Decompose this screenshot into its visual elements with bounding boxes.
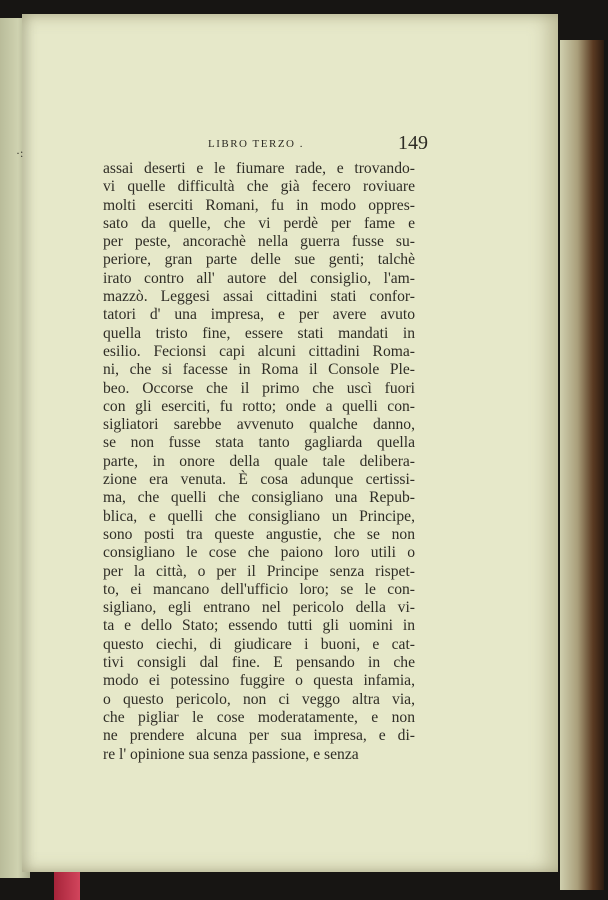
margin-dot-mark: ·: bbox=[16, 146, 24, 160]
page-stack-edge bbox=[560, 40, 604, 890]
text-line: quella tristo fine, essere stati mandati in bbox=[103, 324, 415, 342]
text-line: o questo pericolo, non ci veggo altra via, bbox=[103, 690, 415, 708]
book-page bbox=[22, 14, 558, 872]
text-line: sigliano, egli entrano nel pericolo della vi- bbox=[103, 599, 415, 617]
running-head bbox=[208, 132, 428, 154]
text-line: beo. Occorse che il primo che uscì fuori bbox=[103, 379, 415, 397]
text-line: periore, gran parte delle sue genti; talchè bbox=[103, 251, 415, 269]
ribbon-bookmark bbox=[54, 872, 80, 900]
text-line: consigliano le cose che paiono loro utili o bbox=[103, 544, 415, 562]
text-line: esilio. Fecionsi capi alcuni cittadini Roma- bbox=[103, 342, 415, 360]
text-line: blica, e quelli che consigliano un Principe, bbox=[103, 507, 415, 525]
text-line: per peste, ancorachè nella guerra fusse su- bbox=[103, 233, 415, 251]
text-line: to, ei mancano dell'ufficio loro; se le con- bbox=[103, 580, 415, 598]
text-line: per la città, o per il Principe senza rispet- bbox=[103, 562, 415, 580]
text-line: con gli eserciti, fu rotto; onde a quelli con- bbox=[103, 397, 415, 415]
running-title: LIBRO TERZO . bbox=[208, 138, 304, 150]
text-line: mazzò. Leggesi assai cittadini stati confor- bbox=[103, 288, 415, 306]
text-line: che pigliar le cose moderatamente, e non bbox=[103, 708, 415, 726]
text-line: irato contro all' autore del consiglio, l'am- bbox=[103, 269, 415, 287]
text-line: se non fusse stata tanto gagliarda quella bbox=[103, 434, 415, 452]
text-line: sono posti tra queste angustie, che se non bbox=[103, 525, 415, 543]
text-line: re l' opinione sua senza passione, e senza bbox=[103, 745, 359, 763]
text-line: sato da quelle, che vi perdè per fame e bbox=[103, 214, 415, 232]
text-line: ma, che quelli che consigliano una Repub- bbox=[103, 489, 415, 507]
text-line: ni, che si facesse in Roma il Console Ple- bbox=[103, 361, 415, 379]
body-text bbox=[103, 160, 415, 764]
text-line: vi quelle difficultà che già fecero roviuare bbox=[103, 178, 415, 196]
text-line: sigliatori sarebbe avvenuto qualche danno, bbox=[103, 416, 415, 434]
text-line: parte, in onore della quale tale delibera- bbox=[103, 452, 415, 470]
text-line: assai deserti e le fiumare rade, e trovando- bbox=[103, 160, 415, 177]
text-line: molti eserciti Romani, fu in modo oppres- bbox=[103, 196, 415, 214]
text-line: ta e dello Stato; essendo tutti gli uomini in bbox=[103, 617, 415, 635]
text-line: tatori d' una impresa, e per avere avuto bbox=[103, 306, 415, 324]
text-line: tivi consigli dal fine. E pensando in che bbox=[103, 654, 415, 672]
text-line: ne prendere alcuna per sua impresa, e di- bbox=[103, 727, 415, 745]
text-line: questo ciechi, di giudicare i buoni, e cat- bbox=[103, 635, 415, 653]
page-number: 149 bbox=[398, 132, 428, 154]
text-line: zione era venuta. È cosa adunque certissi- bbox=[103, 471, 415, 489]
text-line: modo ei potessino fuggire o questa infamia, bbox=[103, 672, 415, 690]
